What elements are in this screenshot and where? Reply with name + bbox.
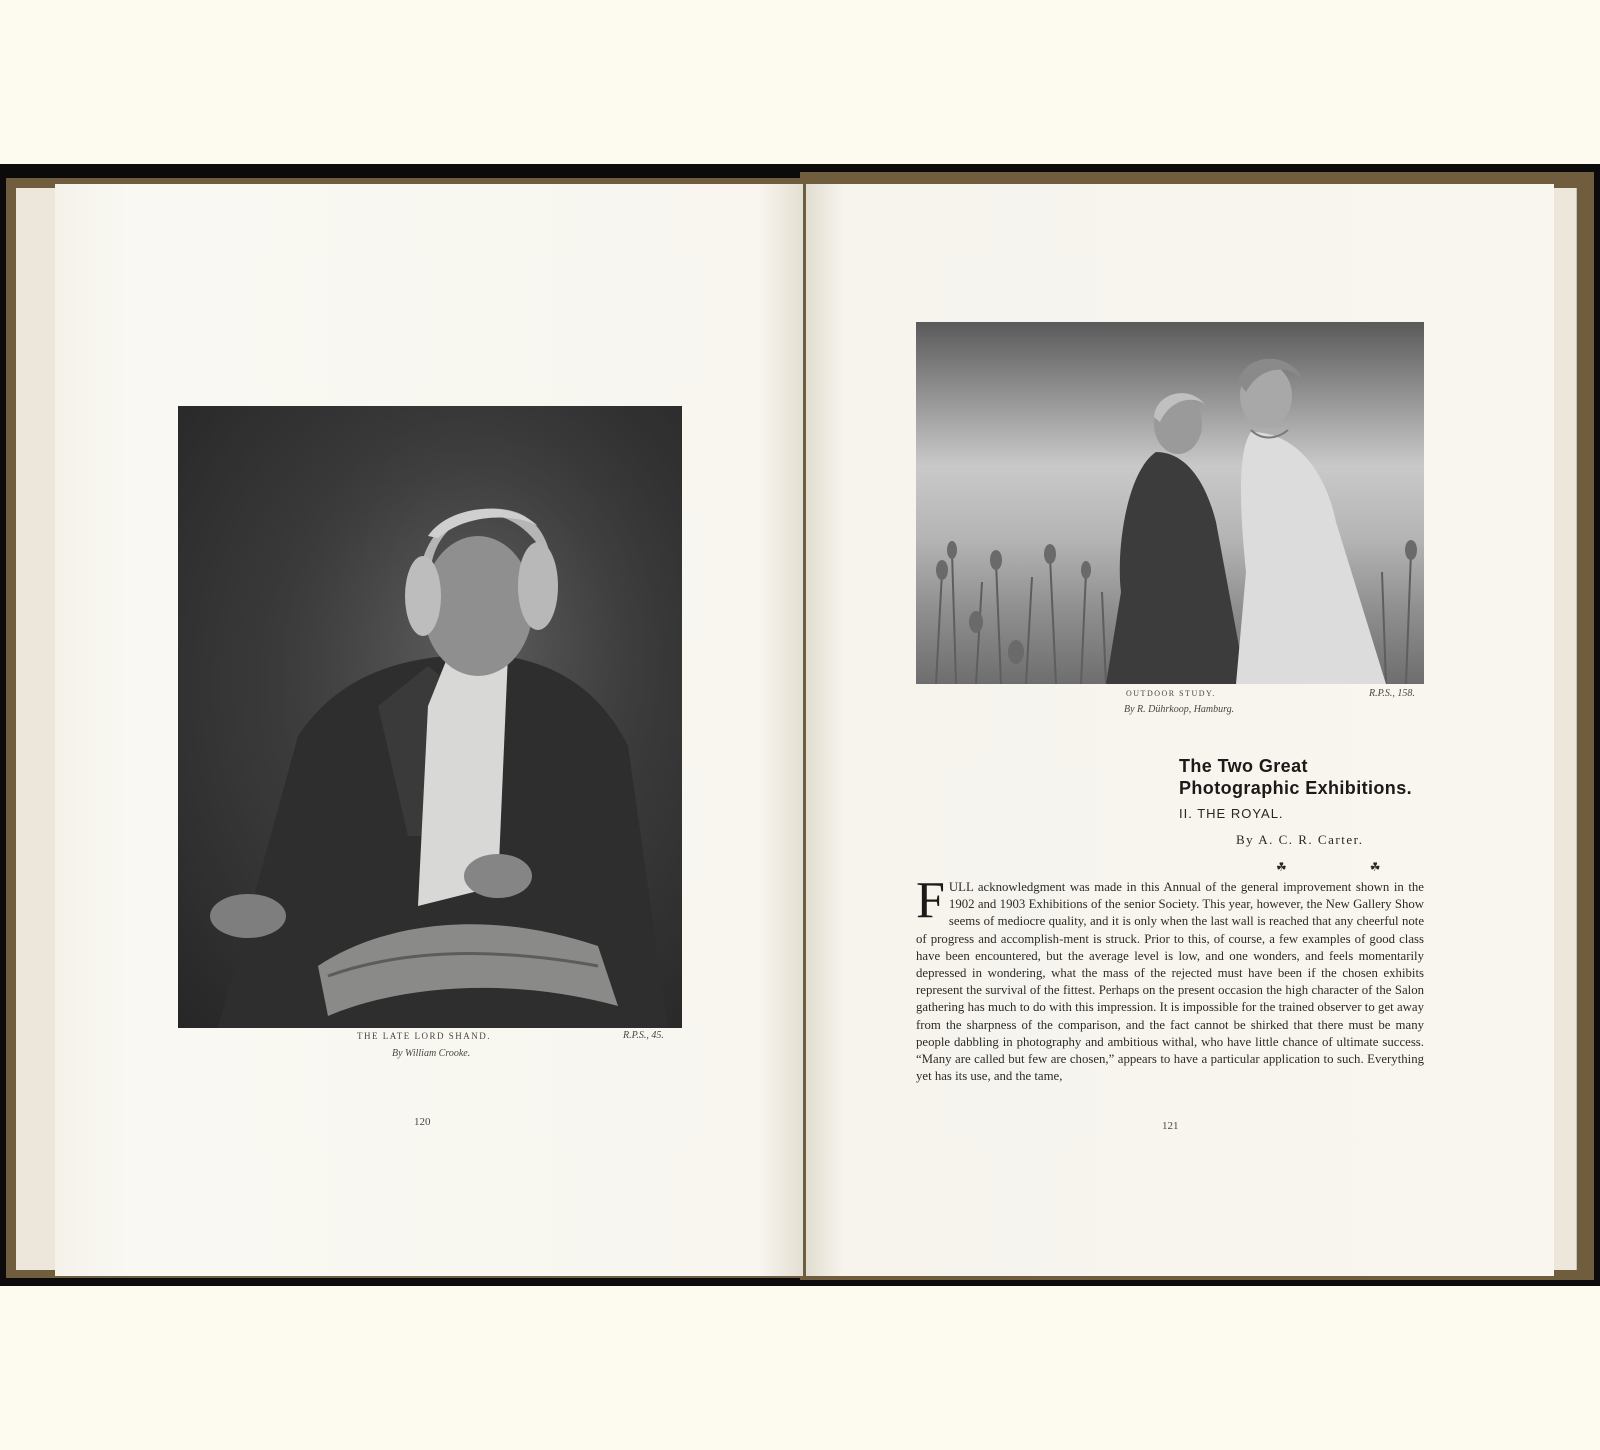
outdoor-illustration [916, 322, 1424, 684]
drop-cap: F [916, 872, 945, 929]
portrait-photograph [178, 406, 682, 1028]
article-byline: By A. C. R. Carter. [1236, 832, 1364, 847]
article-body-text: ULL acknowledgment was made in this Annual of the general improvement shown in the 1902 and 1903 Exhibitions of the senior Society. This year, however, the New Gallery Show seems of mediocre quality, and it is only when the last wall is reached that any cheerful note of progress and accomplish-ment is struck. Prior to this, of course, a few examples of good class have been encountered, but the average level is low, and one wonders, and feels momentarily depressed in wondering, what the mass of the rejected must have been if the chosen exhibits represent the survival of the fittest. Perhaps on the present occasion the high character of the Salon gathering has much to do with this impression. It is impossible for the trained observer to get away from the sharpness of the comparison, and the fact cannot be shirked that there must be many people dabbling in photography and ambitious withal, who have little chance of ultimate success. “Many are called but few are chosen,” appears to have a particular application to such. Everything yet has its use, and the tame, [916, 880, 1424, 1084]
open-book [0, 164, 1600, 1286]
outdoor-credit: By R. Dührkoop, Hamburg. [1124, 704, 1235, 715]
portrait-credit: By William Crooke. [392, 1048, 471, 1059]
article-title-line1: The Two Great [1179, 756, 1308, 776]
decorative-ornament: ☘ ☘ [1276, 860, 1421, 874]
right-page [806, 184, 1554, 1276]
left-page [55, 184, 803, 1276]
page-edges-left [16, 188, 57, 1270]
outdoor-study-photograph [916, 322, 1424, 684]
page-number-left: 120 [414, 1116, 431, 1128]
portrait-reference: R.P.S., 45. [623, 1030, 664, 1041]
outdoor-caption: OUTDOOR STUDY. [1126, 689, 1216, 698]
article-title-line2: Photographic Exhibitions. [1179, 778, 1413, 798]
page-number-right: 121 [1162, 1120, 1179, 1132]
outdoor-reference: R.P.S., 158. [1369, 688, 1415, 699]
article-body [916, 872, 1424, 1085]
page-edges-right [1552, 188, 1577, 1270]
article-subtitle: II. THE ROYAL. [1179, 806, 1284, 821]
portrait-caption: THE LATE LORD SHAND. [357, 1031, 491, 1041]
portrait-illustration [178, 406, 682, 1028]
